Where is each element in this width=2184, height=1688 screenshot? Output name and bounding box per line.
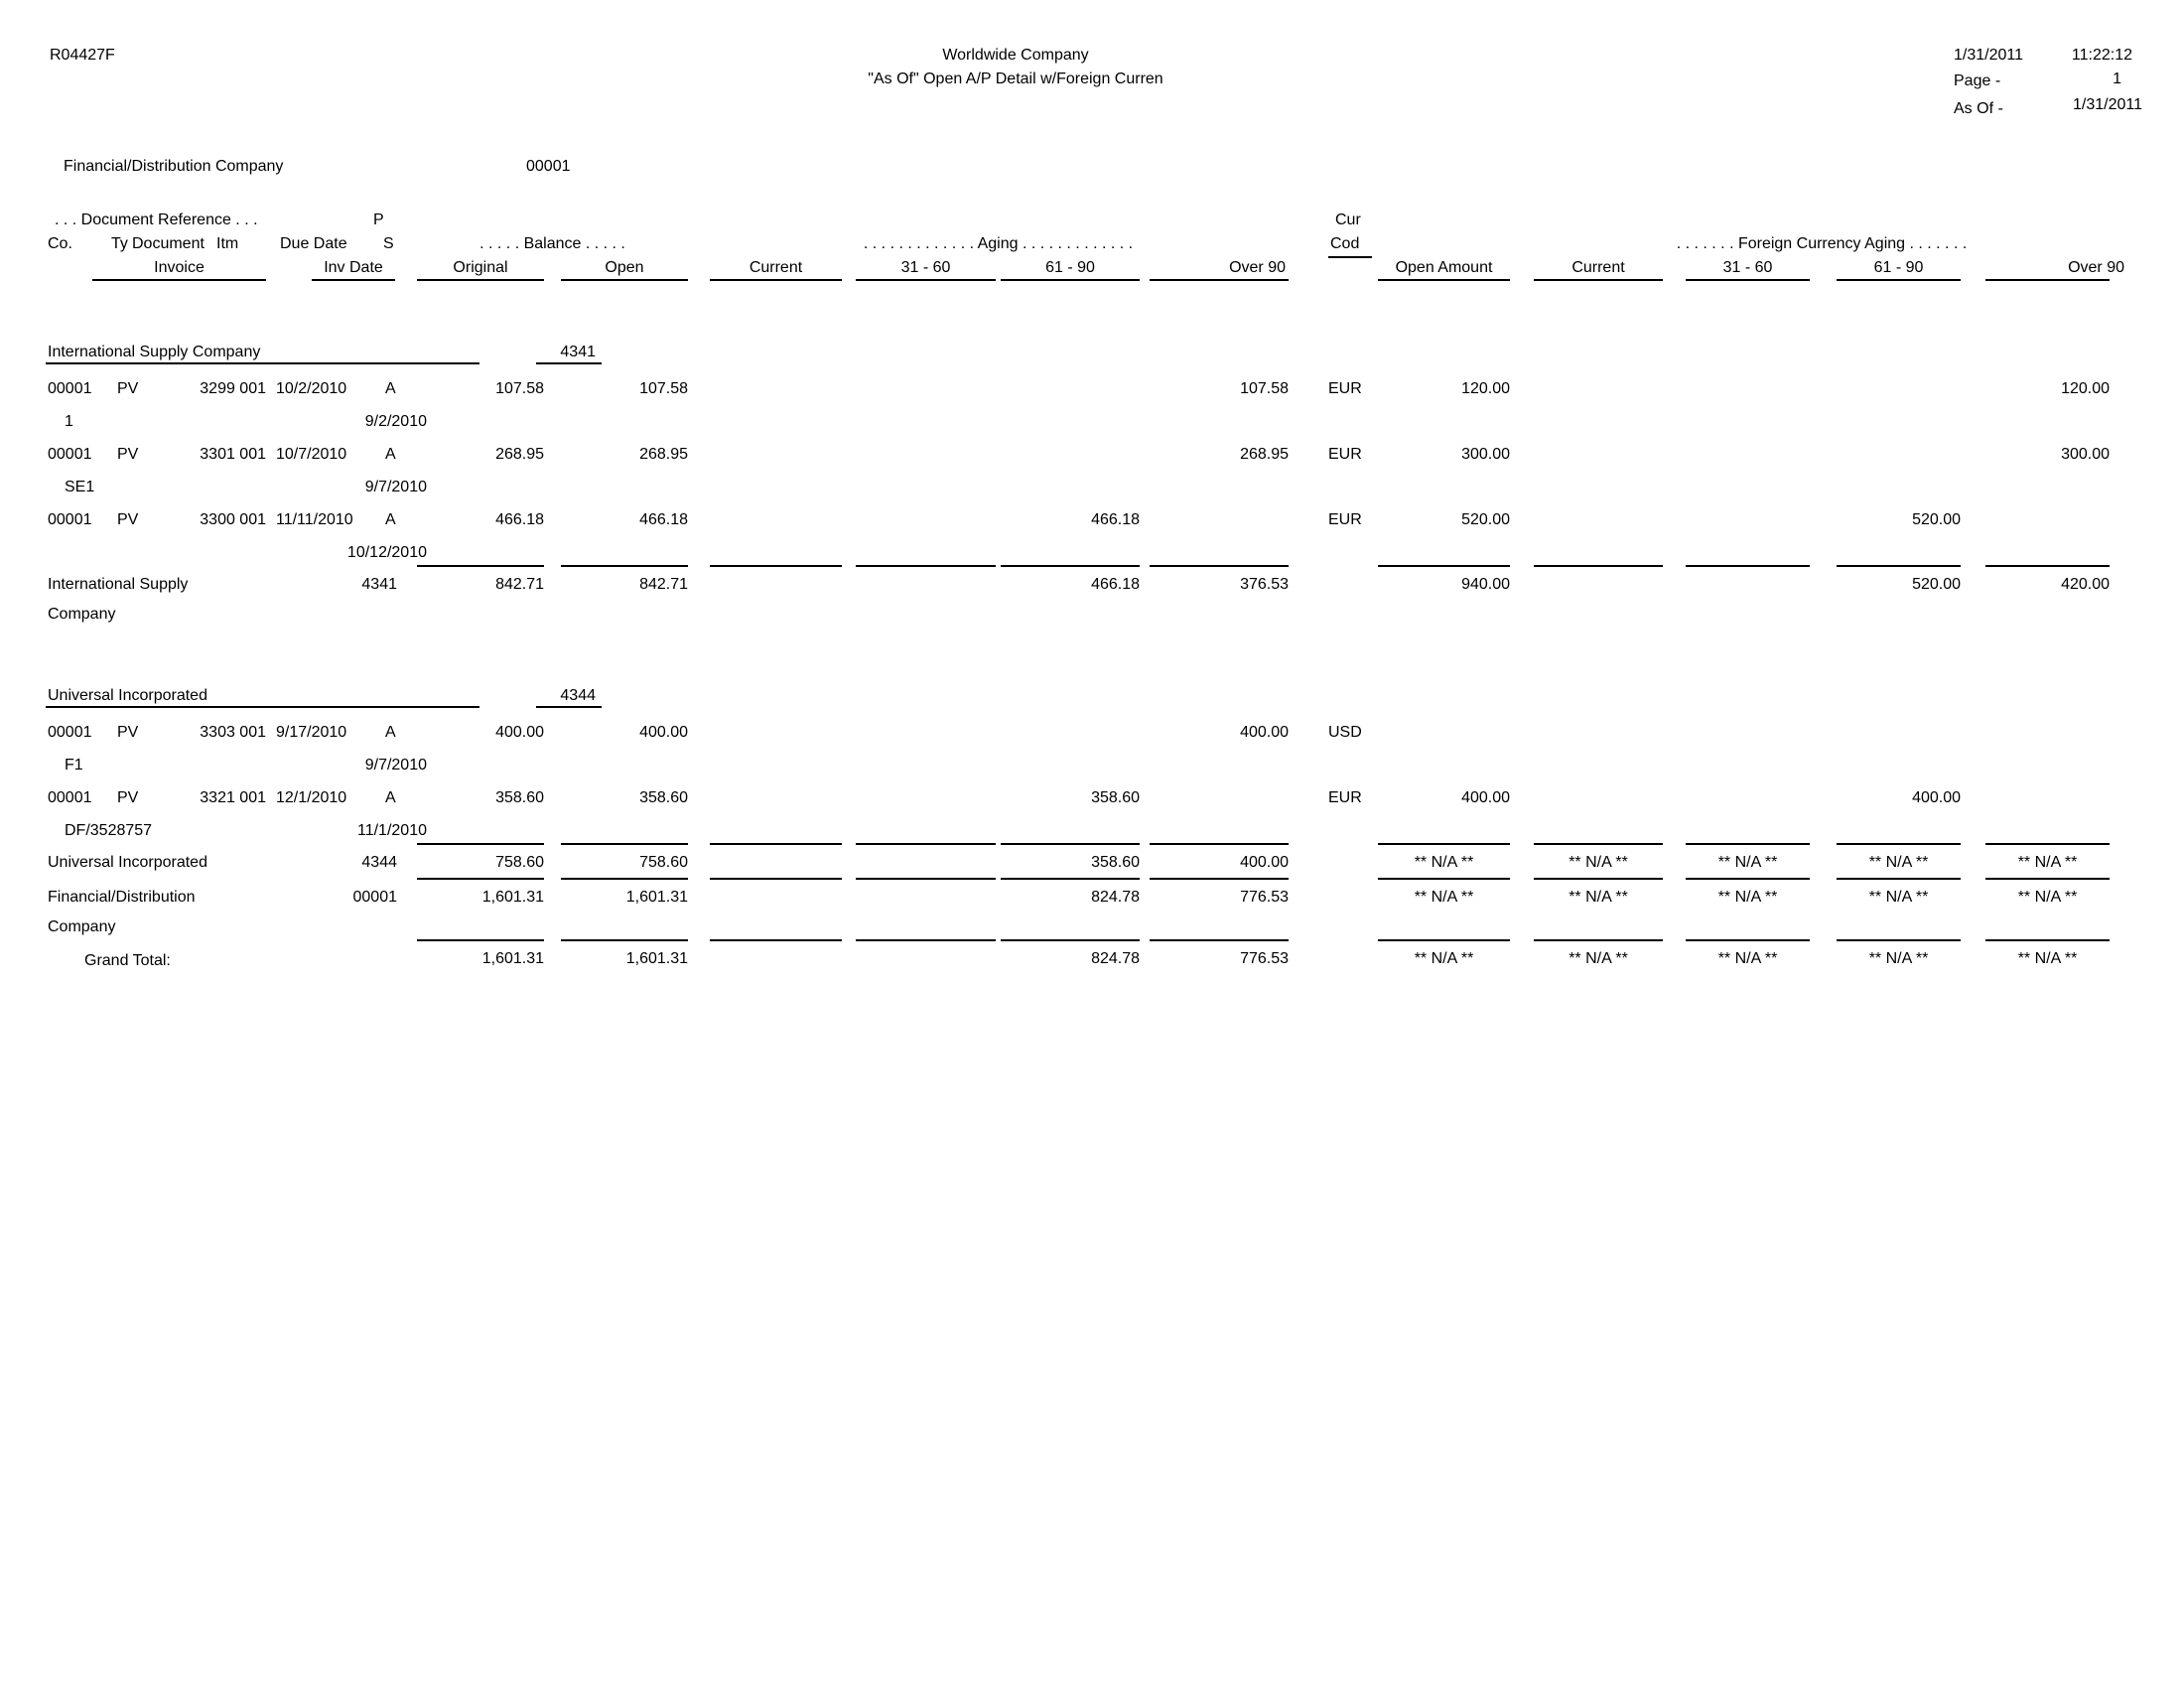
cell-cur: EUR xyxy=(1328,446,1362,463)
cell-document: 3321 001 xyxy=(200,789,266,806)
cell-original: 268.95 xyxy=(495,446,544,463)
cell-cur: EUR xyxy=(1328,511,1362,528)
column-header-due-date: Due Date xyxy=(280,235,347,252)
total-rule-over_90 xyxy=(1150,878,1289,880)
cell-invoice: F1 xyxy=(65,757,83,774)
cell-over_90: 776.53 xyxy=(1240,889,1289,906)
cell-over_90: 376.53 xyxy=(1240,576,1289,593)
total-rule-a31_60 xyxy=(856,565,996,567)
cell-fc_31_60: ** N/A ** xyxy=(1717,889,1778,906)
cell-fc_61_90: 400.00 xyxy=(1912,789,1961,806)
total-rule-over_90 xyxy=(1150,565,1289,567)
total-rule-a61_90 xyxy=(1001,878,1140,880)
cell-ty: PV xyxy=(117,724,139,741)
header-underline-over-90 xyxy=(1150,279,1289,281)
total-rule-fc_over_90 xyxy=(1985,939,2110,941)
report-date: 1/31/2011 xyxy=(1954,47,2023,64)
column-header-ty: Ty xyxy=(111,235,128,252)
total-rule-open_amount xyxy=(1378,939,1510,941)
cell-inv-date: 9/7/2010 xyxy=(364,757,427,774)
column-header-aging: . . . . . . . . . . . . . Aging . . . . . . . . . . . . . xyxy=(863,235,1134,252)
group-name: International Supply Company xyxy=(48,344,261,360)
column-header-fc-31-60: 31 - 60 xyxy=(1722,259,1773,276)
as-of-date: 1/31/2011 xyxy=(2073,96,2142,113)
total-rule-current xyxy=(710,565,842,567)
cell-co: 00001 xyxy=(48,789,92,806)
column-header-31-60: 31 - 60 xyxy=(900,259,951,276)
cell-document: 3300 001 xyxy=(200,511,266,528)
report-time: 11:22:12 xyxy=(2071,47,2132,64)
header-underline-invoice xyxy=(92,279,266,281)
report-id: R04427F xyxy=(50,47,115,64)
total-rule-a61_90 xyxy=(1001,939,1140,941)
column-header-invoice: Invoice xyxy=(154,259,205,276)
group-name: Universal Incorporated xyxy=(48,687,207,704)
column-header-open: Open xyxy=(605,259,644,276)
cell-fc_61_90: ** N/A ** xyxy=(1868,854,1929,871)
group-total-number: 4341 xyxy=(361,576,397,593)
cell-open_amount: 940.00 xyxy=(1461,576,1510,593)
cell-due_date: 10/7/2010 xyxy=(276,446,347,463)
cell-a61_90: 824.78 xyxy=(1091,950,1140,967)
column-header-open-amount: Open Amount xyxy=(1395,259,1493,276)
company-total-number: 00001 xyxy=(352,889,397,906)
total-rule-open xyxy=(561,565,688,567)
total-rule-fc_over_90 xyxy=(1985,843,2110,845)
cell-open: 268.95 xyxy=(639,446,688,463)
cell-ps: A xyxy=(385,446,396,463)
header-underline-current xyxy=(710,279,842,281)
total-rule-open_amount xyxy=(1378,843,1510,845)
total-rule-current xyxy=(710,843,842,845)
cell-cur: USD xyxy=(1328,724,1362,741)
total-rule-fc_31_60 xyxy=(1686,939,1810,941)
cell-a61_90: 466.18 xyxy=(1091,576,1140,593)
cell-open_amount: ** N/A ** xyxy=(1414,950,1474,967)
cell-original: 358.60 xyxy=(495,789,544,806)
page-number: 1 xyxy=(2113,70,2121,87)
column-header-inv-date: Inv Date xyxy=(324,259,383,276)
cell-cur: EUR xyxy=(1328,789,1362,806)
header-underline-fc-61-90 xyxy=(1837,279,1961,281)
cell-original: 400.00 xyxy=(495,724,544,741)
cell-inv-date: 11/1/2010 xyxy=(357,822,427,839)
cell-ps: A xyxy=(385,511,396,528)
group-total-label-line2: Company xyxy=(48,606,116,623)
total-rule-original xyxy=(417,939,544,941)
total-rule-a61_90 xyxy=(1001,843,1140,845)
total-rule-fc_current xyxy=(1534,939,1663,941)
column-header-balance: . . . . . Balance . . . . . xyxy=(479,235,625,252)
report-title: "As Of" Open A/P Detail w/Foreign Curren xyxy=(868,70,1163,87)
cell-document: 3303 001 xyxy=(200,724,266,741)
total-rule-fc_31_60 xyxy=(1686,565,1810,567)
cell-fc_61_90: 520.00 xyxy=(1912,511,1961,528)
column-header-original: Original xyxy=(453,259,508,276)
cell-original: 842.71 xyxy=(495,576,544,593)
cod-underline xyxy=(1328,256,1372,258)
total-rule-original xyxy=(417,843,544,845)
total-rule-fc_over_90 xyxy=(1985,878,2110,880)
cell-inv-date: 9/7/2010 xyxy=(364,479,427,495)
cell-open: 1,601.31 xyxy=(625,950,688,967)
column-header-foreign-currency-aging: . . . . . . . Foreign Currency Aging . . . . . . . xyxy=(1676,235,1968,252)
cell-document: 3299 001 xyxy=(200,380,266,397)
group-name-underline xyxy=(46,362,479,364)
total-rule-fc_61_90 xyxy=(1837,939,1961,941)
total-rule-a31_60 xyxy=(856,843,996,845)
cell-invoice: SE1 xyxy=(65,479,95,495)
group-number-underline xyxy=(536,706,602,708)
total-rule-original xyxy=(417,878,544,880)
cell-fc_current: ** N/A ** xyxy=(1569,889,1628,906)
header-underline-fc-over-90 xyxy=(1985,279,2110,281)
total-rule-over_90 xyxy=(1150,939,1289,941)
total-rule-fc_over_90 xyxy=(1985,565,2110,567)
cell-open_amount: 120.00 xyxy=(1461,380,1510,397)
cell-open_amount: 300.00 xyxy=(1461,446,1510,463)
group-number: 4341 xyxy=(560,344,596,360)
cell-invoice: DF/3528757 xyxy=(65,822,153,839)
cell-document: 3301 001 xyxy=(200,446,266,463)
cell-fc_over_90: 420.00 xyxy=(2061,576,2110,593)
total-rule-current xyxy=(710,878,842,880)
cell-due_date: 9/17/2010 xyxy=(276,724,347,741)
header-underline-fc-31-60 xyxy=(1686,279,1810,281)
cell-ps: A xyxy=(385,789,396,806)
grand-total-label: Grand Total: xyxy=(84,952,171,969)
cell-ty: PV xyxy=(117,380,139,397)
cell-open: 107.58 xyxy=(639,380,688,397)
column-header-p: P xyxy=(373,211,384,228)
cell-ty: PV xyxy=(117,446,139,463)
cell-a61_90: 358.60 xyxy=(1091,854,1140,871)
group-number-underline xyxy=(536,362,602,364)
column-header-s: S xyxy=(383,235,394,252)
total-rule-open xyxy=(561,878,688,880)
column-header-cod: Cod xyxy=(1330,235,1360,252)
cell-a61_90: 466.18 xyxy=(1091,511,1140,528)
cell-original: 1,601.31 xyxy=(481,950,544,967)
column-header-over-90: Over 90 xyxy=(1229,259,1286,276)
column-header-itm: Itm xyxy=(216,235,239,252)
total-rule-current xyxy=(710,939,842,941)
cell-co: 00001 xyxy=(48,511,92,528)
total-rule-open xyxy=(561,843,688,845)
header-underline-open xyxy=(561,279,688,281)
cell-fc_over_90: 300.00 xyxy=(2061,446,2110,463)
group-total-label: International Supply xyxy=(48,576,189,593)
cell-over_90: 268.95 xyxy=(1240,446,1289,463)
cell-invoice: 1 xyxy=(65,413,73,430)
total-rule-open_amount xyxy=(1378,878,1510,880)
cell-open: 466.18 xyxy=(639,511,688,528)
company-line-label: Financial/Distribution Company xyxy=(64,158,284,175)
header-underline-original xyxy=(417,279,544,281)
cell-fc_31_60: ** N/A ** xyxy=(1717,854,1778,871)
column-header-document: Document xyxy=(132,235,205,252)
cell-ty: PV xyxy=(117,511,139,528)
cell-due_date: 12/1/2010 xyxy=(276,789,347,806)
company-total-label: Financial/Distribution xyxy=(48,889,196,906)
cell-open_amount: ** N/A ** xyxy=(1414,854,1474,871)
cell-cur: EUR xyxy=(1328,380,1362,397)
cell-original: 466.18 xyxy=(495,511,544,528)
cell-fc_61_90: ** N/A ** xyxy=(1868,889,1929,906)
cell-open: 400.00 xyxy=(639,724,688,741)
column-header-fc-61-90: 61 - 90 xyxy=(1873,259,1924,276)
total-rule-a31_60 xyxy=(856,878,996,880)
cell-original: 1,601.31 xyxy=(481,889,544,906)
cell-inv-date: 10/12/2010 xyxy=(346,544,427,561)
cell-original: 758.60 xyxy=(495,854,544,871)
cell-fc_over_90: ** N/A ** xyxy=(2017,854,2078,871)
group-total-number: 4344 xyxy=(361,854,397,871)
cell-ty: PV xyxy=(117,789,139,806)
cell-fc_current: ** N/A ** xyxy=(1569,950,1628,967)
column-header-fc-current: Current xyxy=(1571,259,1625,276)
cell-over_90: 107.58 xyxy=(1240,380,1289,397)
column-header-current: Current xyxy=(749,259,803,276)
cell-original: 107.58 xyxy=(495,380,544,397)
total-rule-open xyxy=(561,939,688,941)
report-company-title: Worldwide Company xyxy=(942,47,1089,64)
column-header-fc-over-90: Over 90 xyxy=(2068,259,2124,276)
cell-co: 00001 xyxy=(48,724,92,741)
cell-co: 00001 xyxy=(48,380,92,397)
group-total-label: Universal Incorporated xyxy=(48,854,207,871)
total-rule-a61_90 xyxy=(1001,565,1140,567)
cell-open: 358.60 xyxy=(639,789,688,806)
cell-inv-date: 9/2/2010 xyxy=(364,413,427,430)
group-number: 4344 xyxy=(560,687,596,704)
cell-fc_31_60: ** N/A ** xyxy=(1717,950,1778,967)
header-underline-61-90 xyxy=(1001,279,1140,281)
cell-open: 842.71 xyxy=(639,576,688,593)
total-rule-fc_61_90 xyxy=(1837,565,1961,567)
cell-a61_90: 824.78 xyxy=(1091,889,1140,906)
header-underline-31-60 xyxy=(856,279,996,281)
cell-open_amount: 400.00 xyxy=(1461,789,1510,806)
total-rule-fc_61_90 xyxy=(1837,878,1961,880)
total-rule-fc_current xyxy=(1534,565,1663,567)
cell-open: 758.60 xyxy=(639,854,688,871)
as-of-label: As Of - xyxy=(1954,100,2003,117)
column-header-cur: Cur xyxy=(1335,211,1361,228)
total-rule-over_90 xyxy=(1150,843,1289,845)
page-label: Page - xyxy=(1954,72,2001,89)
company-line-value: 00001 xyxy=(526,158,571,175)
cell-fc_current: ** N/A ** xyxy=(1569,854,1628,871)
cell-open_amount: 520.00 xyxy=(1461,511,1510,528)
header-underline-inv-date xyxy=(312,279,395,281)
column-header-61-90: 61 - 90 xyxy=(1045,259,1095,276)
total-rule-original xyxy=(417,565,544,567)
cell-fc_over_90: ** N/A ** xyxy=(2017,889,2078,906)
cell-ps: A xyxy=(385,724,396,741)
total-rule-fc_31_60 xyxy=(1686,878,1810,880)
total-rule-fc_61_90 xyxy=(1837,843,1961,845)
cell-over_90: 400.00 xyxy=(1240,724,1289,741)
cell-fc_over_90: 120.00 xyxy=(2061,380,2110,397)
cell-fc_61_90: 520.00 xyxy=(1912,576,1961,593)
cell-a61_90: 358.60 xyxy=(1091,789,1140,806)
group-name-underline xyxy=(46,706,479,708)
company-total-label-line2: Company xyxy=(48,918,116,935)
column-header-co: Co. xyxy=(48,235,72,252)
total-rule-fc_current xyxy=(1534,878,1663,880)
header-underline-open-amount xyxy=(1378,279,1510,281)
cell-fc_61_90: ** N/A ** xyxy=(1868,950,1929,967)
cell-due_date: 11/11/2010 xyxy=(276,511,353,528)
column-header-document-reference: . . . Document Reference . . . xyxy=(55,211,258,228)
cell-co: 00001 xyxy=(48,446,92,463)
cell-open_amount: ** N/A ** xyxy=(1414,889,1474,906)
total-rule-open_amount xyxy=(1378,565,1510,567)
cell-due_date: 10/2/2010 xyxy=(276,380,347,397)
header-underline-fc-current xyxy=(1534,279,1663,281)
total-rule-fc_31_60 xyxy=(1686,843,1810,845)
cell-fc_over_90: ** N/A ** xyxy=(2017,950,2078,967)
cell-over_90: 776.53 xyxy=(1240,950,1289,967)
cell-over_90: 400.00 xyxy=(1240,854,1289,871)
cell-ps: A xyxy=(385,380,396,397)
total-rule-a31_60 xyxy=(856,939,996,941)
cell-open: 1,601.31 xyxy=(625,889,688,906)
total-rule-fc_current xyxy=(1534,843,1663,845)
